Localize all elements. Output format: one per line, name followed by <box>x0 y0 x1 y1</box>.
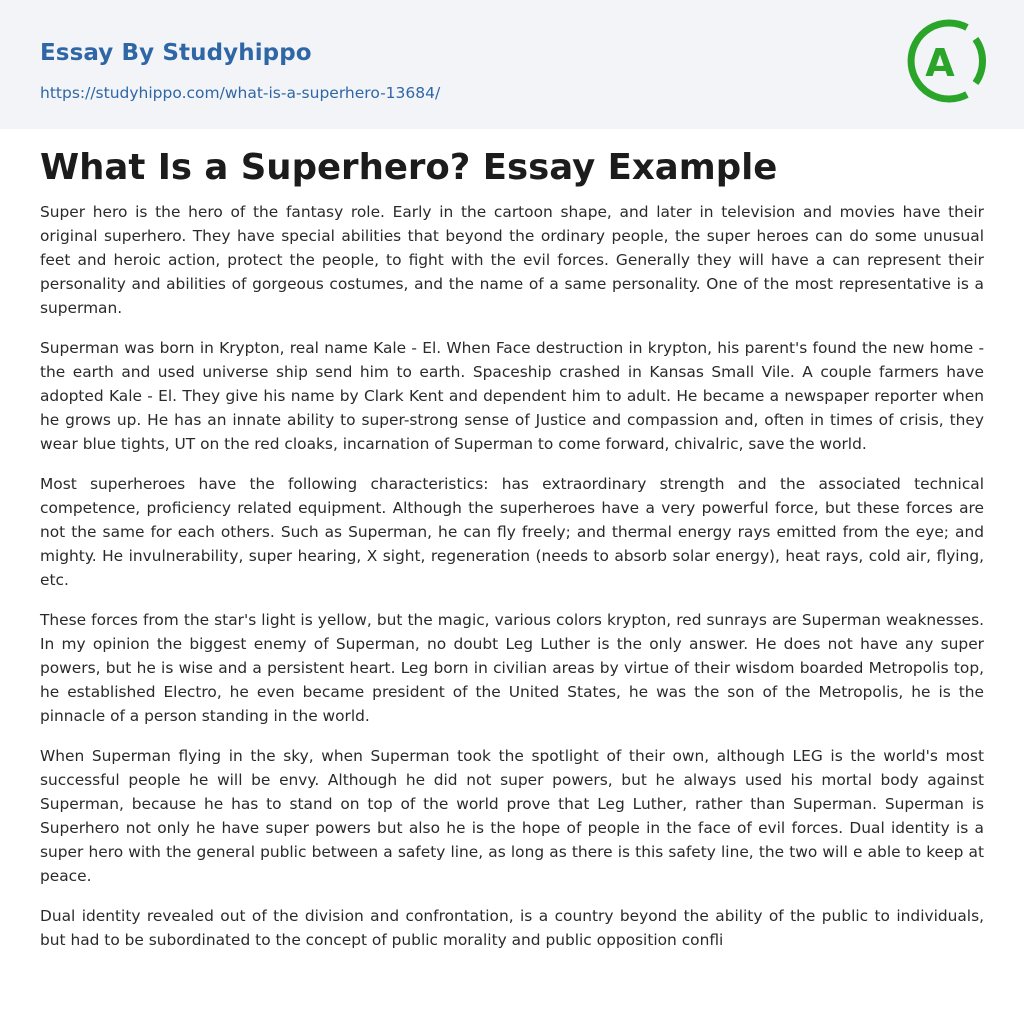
circle-a-logo-icon[interactable] <box>903 17 989 107</box>
essay-paragraph: Most superheroes have the following characteristics: has extraordinary strength and the associated technical competence, proficiency related equipment. Although the superheroes have a very powerful force, but these forces are not the same for each others. Such as Superman, he can fly freely; and thermal energy rays emitted from the eye; and mighty. He invulnerability, super hearing, X sight, regeneration (needs to absorb solar energy), heat rays, cold air, flying, etc. <box>40 475 984 589</box>
essay-content <box>0 129 1024 952</box>
logo-letter: A <box>925 41 955 85</box>
page-title: What Is a Superhero? Essay Example <box>40 147 778 188</box>
source-url-link[interactable]: https://studyhippo.com/what-is-a-superhero-13684/ <box>40 84 441 102</box>
essay-paragraph: These forces from the star's light is yellow, but the magic, various colors krypton, red sunrays are Superman weaknesses. In my opinion the biggest enemy of Superman, no doubt Leg Luther is the only answer. He does not have any super powers, but he is wise and a persistent heart. Leg born in civilian areas by virtue of their wisdom boarded Metropolis top, he established Electro, he even became president of the United States, he was the son of the Metropolis, he is the pinnacle of a person standing in the world. <box>40 611 984 725</box>
site-header <box>0 0 1024 129</box>
logo-ring-right <box>976 39 983 83</box>
essay-paragraph: Dual identity revealed out of the division and confrontation, is a country beyond the ability of the public to individuals, but had to be subordinated to the concept of public morality and public opposition confli <box>40 907 984 949</box>
essay-paragraph: Super hero is the hero of the fantasy role. Early in the cartoon shape, and later in television and movies have their original superhero. They have special abilities that beyond the ordinary people, the super heroes can do some unusual feet and heroic action, protect the people, to fight with the evil forces. Generally they will have a can represent their personality and abilities of gorgeous costumes, and the name of a same personality. One of the most representative is a superman. <box>40 203 984 317</box>
essay-paragraph: When Superman flying in the sky, when Superman took the spotlight of their own, although LEG is the world's most successful people he will be envy. Although he did not super powers, but he always used his mortal body against Superman, because he has to stand on top of the world prove that Leg Luther, rather than Superman. Superman is Superhero not only he have super powers but also he is the hope of people in the face of evil forces. Dual identity is a super hero with the general public between a safety line, as long as there is this safety line, the two will e able to keep at peace. <box>40 747 984 885</box>
brand-title[interactable]: Essay By Studyhippo <box>40 40 312 66</box>
essay-paragraph: Superman was born in Krypton, real name Kale - El. When Face destruction in krypton, his parent's found the new home - the earth and used universe ship send him to earth. Spaceship crashed in Kansas Small Vile. A couple farmers have adopted Kale - El. They give his name by Clark Kent and dependent him to adult. He became a newspaper reporter when he grows up. He has an innate ability to super-strong sense of Justice and compassion and, often in times of crisis, they wear blue tights, UT on the red cloaks, incarnation of Superman to come forward, chivalric, save the world. <box>40 339 984 453</box>
